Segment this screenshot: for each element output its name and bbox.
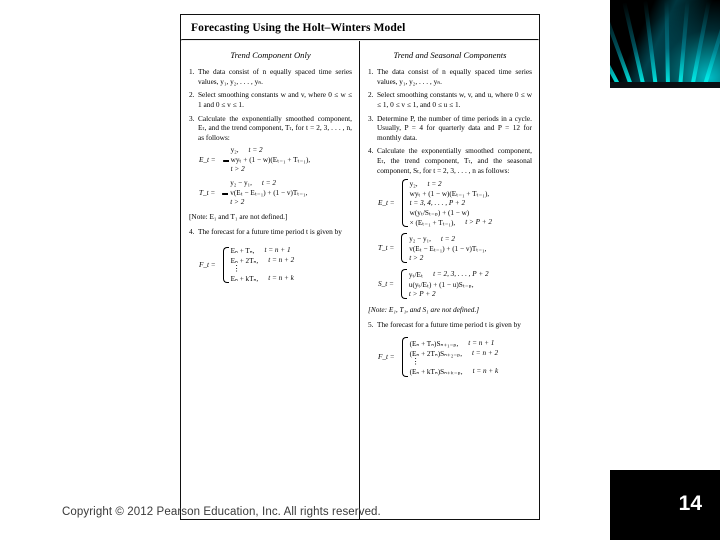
equation-case	[230, 188, 307, 197]
equation-case	[409, 270, 489, 279]
column-heading-left: Trend Component Only	[230, 50, 311, 60]
case-expression: ⋮	[411, 357, 420, 367]
equation-case	[409, 280, 489, 289]
brace-glyph	[399, 233, 406, 263]
page-title: Forecasting Using the Holt–Winters Model	[191, 22, 406, 34]
page-number-bar	[610, 470, 720, 540]
equation-lhs: S_t =	[378, 280, 394, 289]
note-right: [Note: E₁, T₁, and S₁ are not defined.]	[368, 305, 480, 315]
step-text: The forecast for a future time period t is given by	[198, 226, 342, 236]
brace-glyph	[400, 337, 407, 377]
equation-S-right	[378, 269, 532, 299]
case-expression: (Eₙ + kTₙ)Sₙ₊ₖ₋ₚ,	[409, 367, 463, 376]
equation-case	[410, 339, 499, 348]
column-heading-right: Trend and Seasonal Components	[393, 50, 507, 60]
equation-lhs: E_t =	[199, 155, 216, 164]
two-column-body	[181, 41, 539, 519]
case-expression: ⋮	[232, 264, 241, 274]
equation-case	[231, 155, 311, 164]
list-item	[368, 90, 532, 109]
step-text: Determine P, the number of time periods in a cycle. Usually, P = 4 for quarterly data and P = 12 for monthly data.	[377, 113, 532, 142]
case-condition: t = 2, 3, . . . , P + 2	[433, 270, 489, 279]
brace-glyph	[221, 247, 228, 283]
step-number: 1.	[368, 67, 374, 76]
note-left: [Note: E₁ and T₁ are not defined.]	[189, 212, 288, 222]
equation-lhs: T_t =	[378, 244, 395, 253]
equation-case	[231, 146, 311, 154]
case-expression: y₂,	[230, 146, 239, 155]
equation-lhs: F_t =	[199, 260, 216, 269]
case-condition: t > 2	[230, 165, 245, 174]
equation-case	[230, 179, 307, 187]
fiber-optic-decorative-image	[610, 0, 720, 82]
case-expression: Eₙ + Tₙ,	[230, 247, 255, 256]
case-condition: t > P + 2	[408, 290, 436, 299]
step-number: 2.	[368, 90, 374, 100]
step-text: Calculate the exponentially smoothed component, Eₜ, the trend component, Tₜ, and the seasonal component, Sₜ, for t = 2, 3, . . . , n as follows:	[377, 146, 532, 175]
equation-case	[230, 198, 307, 206]
case-condition: t = 2	[261, 179, 276, 188]
equation-forecast-left	[199, 246, 352, 282]
case-condition: t = n + k	[268, 273, 294, 282]
equation-case	[231, 266, 295, 272]
step-text: Select smoothing constants w, v, and u, where 0 ≤ w ≤ 1, 0 ≤ v ≤ 1, and 0 ≤ u ≤ 1.	[377, 90, 532, 109]
case-expression: u(yₜ/Eₜ) + (1 − u)Sₜ₋ₚ,	[408, 281, 474, 290]
case-condition: t = n + 2	[268, 256, 295, 265]
equation-forecast-right	[378, 337, 532, 377]
brace-glyph	[400, 179, 407, 227]
equation-case	[410, 359, 499, 365]
equation-T-right	[378, 233, 532, 263]
list-item	[368, 320, 532, 330]
fiber-art-underline	[610, 82, 720, 88]
case-condition: t = n + 1	[468, 339, 495, 348]
brace-glyph	[399, 269, 406, 299]
equation-E-right	[378, 179, 532, 227]
equation-case	[410, 218, 492, 227]
case-expression: yₜ/Eₜ	[408, 271, 424, 280]
case-expression: y₂ − y₁,	[230, 179, 252, 188]
case-condition: t = 2	[427, 179, 442, 188]
equation-case	[410, 367, 499, 376]
list-item	[189, 227, 352, 237]
list-item	[368, 146, 532, 175]
case-condition: t = 3, 4, . . . , P + 2	[409, 198, 466, 207]
list-item	[368, 114, 532, 143]
case-expression: (Eₙ + Tₙ)Sₙ₊₁₋ₚ,	[409, 340, 459, 349]
case-condition: t = n + k	[472, 366, 499, 375]
case-expression: v(Eₜ − Eₜ₋₁) + (1 − v)Tₜ₋₁,	[409, 244, 487, 253]
case-expression: w(yₜ/Sₜ₋ₚ) + (1 − w)	[409, 208, 470, 217]
list-item	[189, 114, 352, 143]
case-condition: t = n + 1	[264, 246, 291, 255]
case-expression: (Eₙ + 2Tₙ)Sₙ₊₂₋ₚ,	[409, 350, 463, 359]
step-number: 5.	[368, 319, 374, 329]
equation-case	[409, 290, 489, 298]
step-text: The forecast for a future time period t is given by	[377, 319, 521, 329]
equation-case	[409, 254, 486, 262]
equation-case	[410, 189, 492, 198]
case-condition: t > P + 2	[465, 217, 492, 226]
case-condition: t = n + 2	[472, 349, 499, 358]
column-trend-and-seasonal	[360, 41, 539, 519]
step-number: 3.	[368, 113, 374, 123]
case-expression: wyₜ + (1 − w)(Eₜ₋₁ + Tₜ₋₁),	[409, 189, 490, 198]
list-item	[189, 67, 352, 86]
equation-case	[231, 165, 311, 173]
case-expression: v(Eₜ − Eₜ₋₁) + (1 − v)Tₜ₋₁,	[230, 189, 308, 198]
case-expression: × (Eₜ₋₁ + Tₜ₋₁),	[409, 218, 456, 227]
step-number: 4.	[189, 226, 195, 236]
case-expression: wyₜ + (1 − w)(Eₜ₋₁ + Tₜ₋₁),	[230, 156, 311, 165]
step-number: 2.	[189, 90, 195, 100]
case-condition: t > 2	[409, 253, 424, 262]
step-number: 1.	[189, 67, 195, 76]
copyright-text: Copyright © 2012 Pearson Education, Inc. All rights reserved.	[62, 506, 381, 518]
equation-case	[410, 208, 492, 217]
equation-E-left	[199, 146, 352, 173]
column-trend-only	[181, 41, 360, 519]
case-condition: t > 2	[230, 198, 245, 207]
step-number: 3.	[189, 113, 195, 123]
step-number: 4.	[368, 146, 374, 156]
equation-case	[231, 246, 295, 255]
equation-case	[231, 274, 295, 283]
case-expression: y₂,	[409, 179, 418, 188]
equation-lhs: T_t =	[199, 188, 216, 197]
step-text: Calculate the exponentially smoothed component, Eₜ, and the trend component, Tₜ, for t = 2, 3, . . . , n, as follows:	[198, 113, 352, 142]
page-number: 14	[678, 492, 702, 515]
case-expression: Eₙ + 2Tₙ,	[230, 257, 259, 266]
equation-case	[409, 244, 486, 253]
step-text: The data consist of n equally spaced time series values, y₁, y₂, . . . , yₙ.	[377, 67, 532, 86]
case-condition: t = 2	[440, 234, 455, 243]
equation-case	[410, 349, 499, 358]
case-expression: Eₙ + kTₙ,	[230, 274, 259, 283]
list-item	[189, 90, 352, 109]
case-expression: y₂ − y₁,	[409, 234, 431, 243]
equation-T-left	[199, 179, 352, 206]
equation-lhs: F_t =	[378, 353, 395, 362]
list-item	[368, 67, 532, 86]
step-text: The data consist of n equally spaced time series values, y₁, y₂, . . . , yₙ.	[198, 67, 352, 86]
case-condition: t = 2	[248, 146, 263, 155]
equation-case	[409, 235, 486, 243]
equation-lhs: E_t =	[378, 199, 395, 208]
holt-winters-table	[180, 14, 540, 520]
step-text: Select smoothing constants w and v, where 0 ≤ w ≤ 1 and 0 ≤ v ≤ 1.	[198, 90, 352, 109]
equation-case	[410, 180, 492, 188]
equation-case	[410, 199, 492, 207]
